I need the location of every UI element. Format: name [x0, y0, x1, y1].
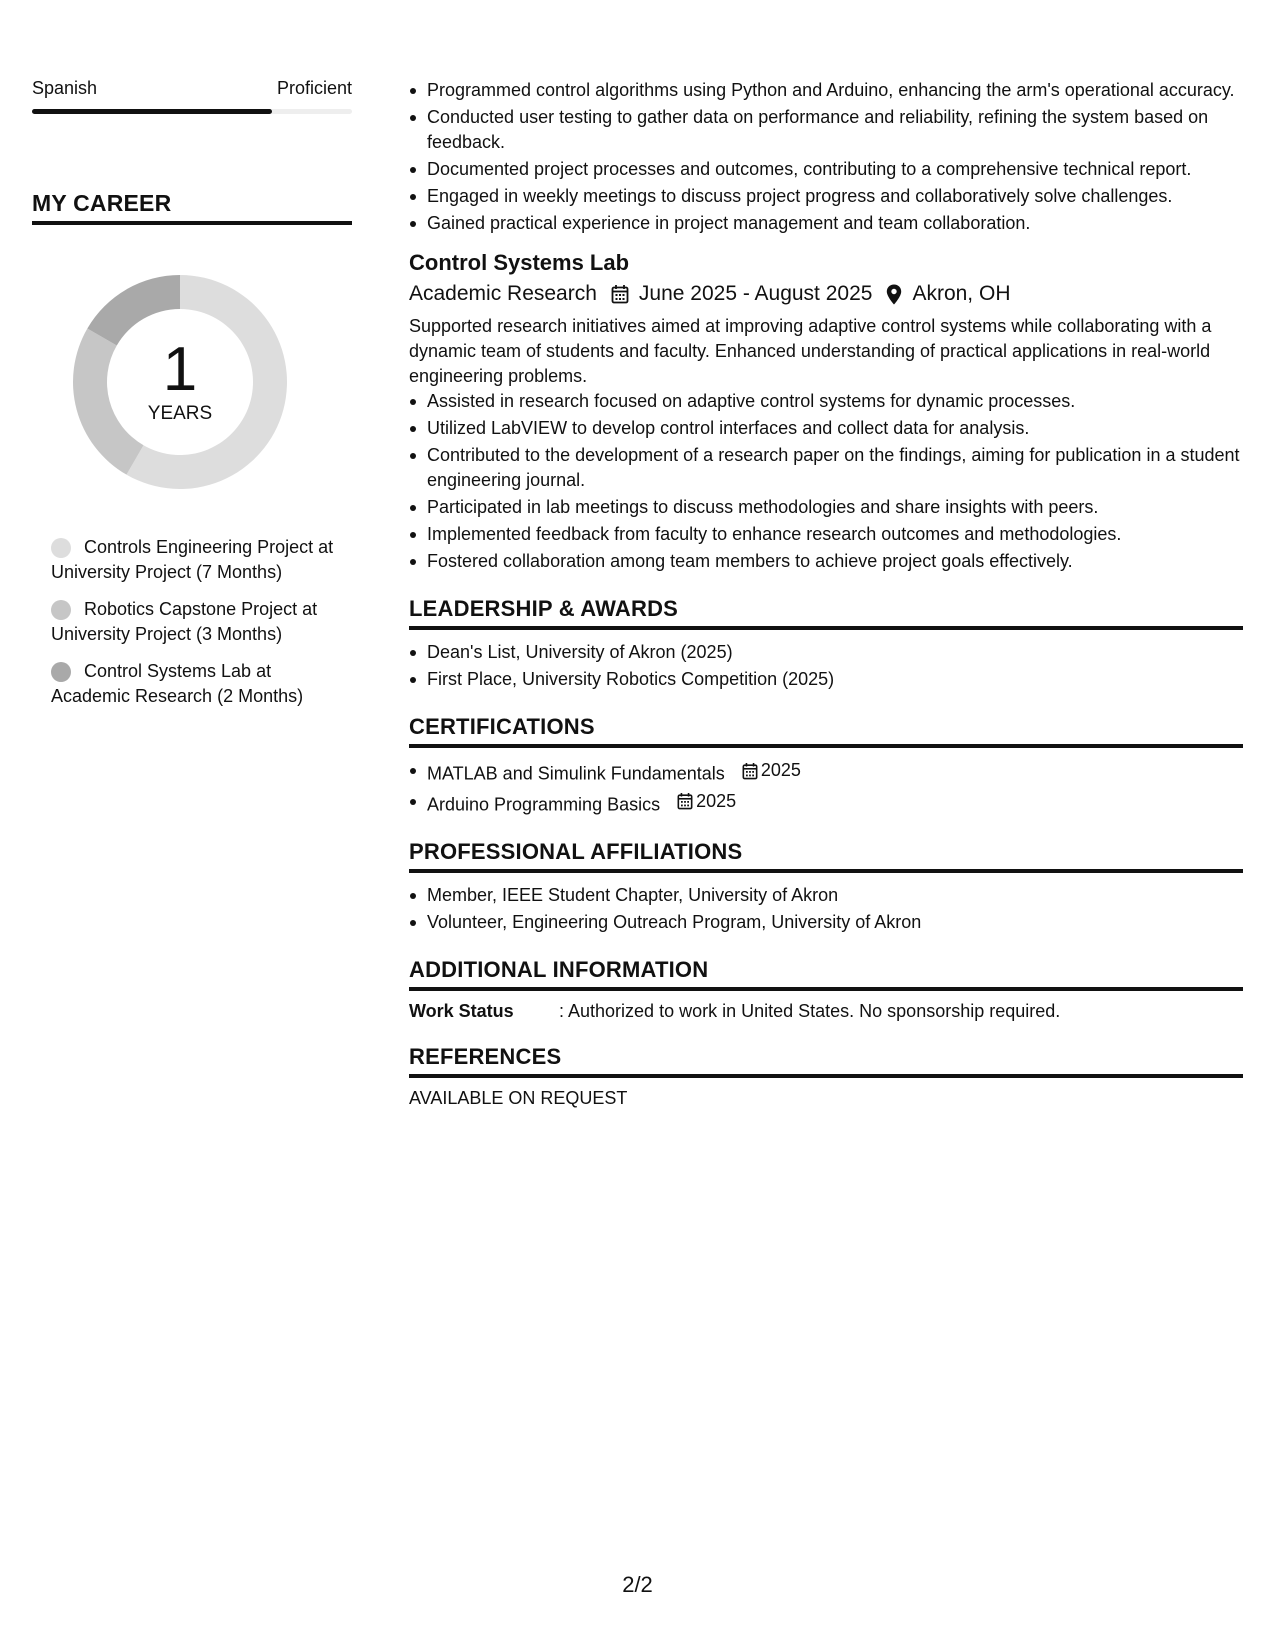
certification-name: MATLAB and Simulink Fundamentals — [427, 763, 725, 784]
list-item: Engaged in weekly meetings to discuss project progress and collaboratively solve challenges. — [427, 184, 1243, 209]
career-legend-label: Control Systems Lab at Academic Research (2 Months) — [51, 661, 304, 706]
calendar-icon — [611, 284, 629, 304]
list-item: Participated in lab meetings to discuss methodologies and share insights with peers. — [427, 495, 1243, 520]
references-text: AVAILABLE ON REQUEST — [409, 1088, 628, 1108]
affiliations-section-title: PROFESSIONAL AFFILIATIONS — [409, 839, 1243, 873]
certifications-section-title: CERTIFICATIONS — [409, 714, 1243, 748]
work-status-value: : Authorized to work in United States. No sponsorship required. — [559, 1001, 1061, 1021]
certification-date — [742, 758, 801, 783]
list-item — [427, 758, 1243, 787]
list-item: Member, IEEE Student Chapter, University of Akron — [427, 883, 1243, 908]
leadership-list — [409, 640, 1243, 692]
list-item: Dean's List, University of Akron (2025) — [427, 640, 1243, 665]
map-pin-icon — [886, 284, 902, 305]
list-item: Documented project processes and outcomes, contributing to a comprehensive technical report. — [427, 157, 1243, 182]
certification-name: Arduino Programming Basics — [427, 794, 661, 814]
job-organization: Academic Research — [409, 282, 597, 305]
job-title: Control Systems Lab — [409, 250, 630, 275]
page-number: 2/2 — [622, 1572, 653, 1597]
work-status-label: Work Status — [409, 1001, 514, 1021]
list-item: Assisted in research focused on adaptive control systems for dynamic processes. — [427, 389, 1243, 414]
work-status-row — [409, 1001, 1243, 1022]
career-donut-chart — [65, 267, 295, 497]
list-item: First Place, University Robotics Competition (2025) — [427, 667, 1243, 692]
previous-job-bullets — [409, 78, 1243, 236]
certification-year: 2025 — [760, 760, 801, 780]
language-row — [32, 78, 352, 99]
list-item: Utilized LabVIEW to develop control interfaces and collect data for analysis. — [427, 416, 1243, 441]
job-dates: June 2025 - August 2025 — [638, 282, 873, 305]
sidebar — [32, 78, 352, 721]
additional-info-section-title: ADDITIONAL INFORMATION — [409, 957, 1243, 991]
affiliations-list — [409, 883, 1243, 935]
language-level: Proficient — [276, 78, 352, 98]
job-bullets — [409, 389, 1243, 574]
legend-dot — [51, 662, 71, 682]
list-item: Implemented feedback from faculty to enhance research outcomes and methodologies. — [427, 522, 1243, 547]
list-item: Fostered collaboration among team members to achieve project goals effectively. — [427, 549, 1243, 574]
donut-center — [65, 267, 295, 497]
job-location: Akron, OH — [912, 282, 1011, 305]
certification-year: 2025 — [696, 790, 737, 811]
certification-date — [677, 789, 736, 814]
career-total-number: 1 — [162, 335, 198, 404]
career-legend-label: Robotics Capstone Project at University Project (3 Months) — [51, 599, 318, 644]
language-proficiency-fill — [32, 109, 272, 114]
job-meta — [409, 282, 1243, 306]
career-legend-item — [51, 659, 352, 709]
language-name: Spanish — [32, 78, 98, 98]
calendar-icon — [677, 792, 693, 810]
career-legend — [32, 535, 352, 709]
language-proficiency-bar — [32, 109, 352, 114]
list-item: Volunteer, Engineering Outreach Program, University of Akron — [427, 910, 1243, 935]
list-item: Gained practical experience in project management and team collaboration. — [427, 211, 1243, 236]
main-content — [409, 78, 1243, 1109]
list-item: Programmed control algorithms using Python and Arduino, enhancing the arm's operational accuracy. — [427, 78, 1243, 103]
legend-dot — [51, 538, 71, 558]
job-description: Supported research initiatives aimed at improving adaptive control systems while collaborating with a dynamic team of students and faculty. Enhanced understanding of practical applications in real-world engineering problems. — [409, 316, 1212, 386]
legend-dot — [51, 600, 71, 620]
list-item: Contributed to the development of a research paper on the findings, aiming for publication in a student engineering journal. — [427, 443, 1243, 493]
career-legend-item — [51, 535, 352, 585]
leadership-section-title: LEADERSHIP & AWARDS — [409, 596, 1243, 630]
list-item: Conducted user testing to gather data on performance and reliability, refining the system based on feedback. — [427, 105, 1243, 155]
career-legend-label: Controls Engineering Project at University Project (7 Months) — [51, 537, 334, 582]
references-section-title: REFERENCES — [409, 1044, 1243, 1078]
calendar-icon — [742, 762, 758, 780]
certifications-list — [409, 758, 1243, 817]
career-legend-item — [51, 597, 352, 647]
career-section-title: MY CAREER — [32, 190, 352, 225]
list-item — [427, 789, 1243, 818]
career-total-unit: YEARS — [147, 403, 213, 424]
